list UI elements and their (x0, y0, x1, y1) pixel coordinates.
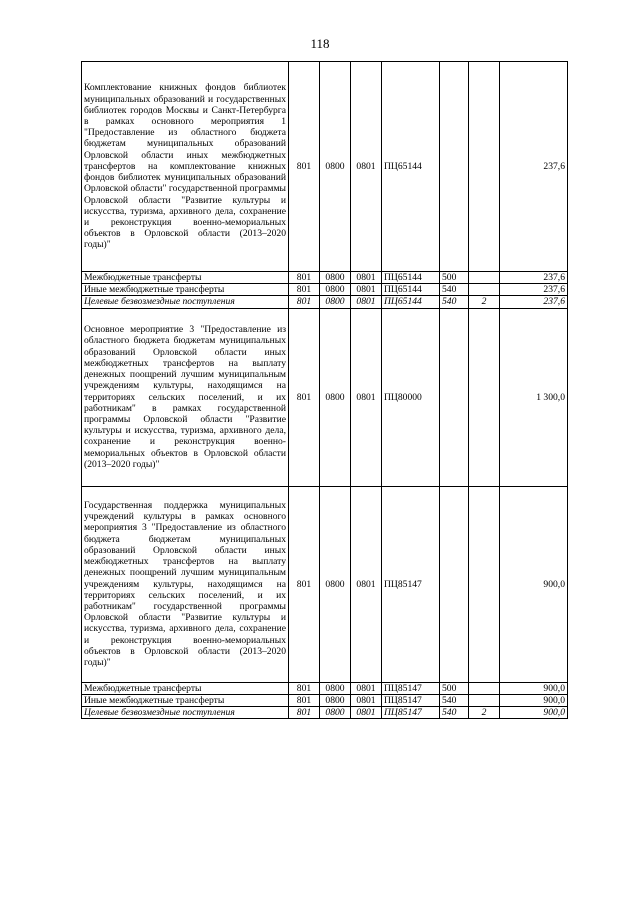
row-name: Иные межбюджетные трансферты (82, 284, 289, 296)
source-cell (469, 694, 500, 706)
amount-cell: 237,6 (500, 62, 568, 272)
target-cell: ПЦ85147 (382, 694, 440, 706)
section-cell: 0800 (320, 682, 351, 694)
amount-cell: 237,6 (500, 284, 568, 296)
section-cell: 0800 (320, 694, 351, 706)
table-row (82, 284, 568, 296)
subsection-cell: 0801 (351, 296, 382, 308)
row-name: Межбюджетные трансферты (82, 682, 289, 694)
amount-cell: 900,0 (500, 707, 568, 719)
section-cell: 0800 (320, 62, 351, 272)
grbs-cell: 801 (289, 296, 320, 308)
section-cell: 0800 (320, 284, 351, 296)
grbs-cell: 801 (289, 272, 320, 284)
subsection-cell: 0801 (351, 284, 382, 296)
vr-cell: 540 (440, 694, 469, 706)
source-cell: 2 (469, 296, 500, 308)
vr-cell (440, 308, 469, 486)
source-cell (469, 486, 500, 682)
table-row (82, 62, 568, 272)
source-cell (469, 682, 500, 694)
section-cell: 0800 (320, 272, 351, 284)
subsection-cell: 0801 (351, 308, 382, 486)
source-cell (469, 272, 500, 284)
subsection-cell: 0801 (351, 272, 382, 284)
table-row (82, 486, 568, 682)
subsection-cell: 0801 (351, 62, 382, 272)
table-row (82, 707, 568, 719)
section-cell: 0800 (320, 707, 351, 719)
target-cell: ПЦ65144 (382, 284, 440, 296)
grbs-cell: 801 (289, 694, 320, 706)
source-cell: 2 (469, 707, 500, 719)
amount-cell: 1 300,0 (500, 308, 568, 486)
section-cell: 0800 (320, 308, 351, 486)
source-cell (469, 62, 500, 272)
amount-cell: 900,0 (500, 694, 568, 706)
row-name: Комплектование книжных фондов библиотек муниципальных образований и государственных библиотек городов Москвы и Санкт-Петербурга в рамках основного мероприятия 1 "Предоставление из областного бюджета бюджетам муниципальных образований Орловской области иных межбюджетных трансфертов на комплектование книжных фондов библиотек муниципальных образований Орловской области" государственной программы Орловской области "Развитие культуры и искусства, туризма, архивного дела, сохранение и реконструкция военно-мемориальных объектов в Орловской области (2013–2020 годы)" (82, 62, 289, 272)
amount-cell: 237,6 (500, 296, 568, 308)
section-cell: 0800 (320, 486, 351, 682)
table-row (82, 308, 568, 486)
subsection-cell: 0801 (351, 694, 382, 706)
grbs-cell: 801 (289, 486, 320, 682)
row-name: Основное мероприятие 3 "Предоставление из областного бюджета бюджетам муниципальных образований Орловской области иных межбюджетных трансфертов на выплату денежных поощрений лучшим муниципальным учреждениям культуры, находящимся на территориях сельских поселений, и их работникам" в рамках государственной программы Орловской области "Развитие культуры и искусства, туризма, архивного дела, сохранение и реконструкция военно-мемориальных объектов в Орловской области (2013–2020 годы)" (82, 308, 289, 486)
table-row (82, 272, 568, 284)
table-row (82, 682, 568, 694)
vr-cell: 540 (440, 707, 469, 719)
target-cell: ПЦ80000 (382, 308, 440, 486)
amount-cell: 900,0 (500, 486, 568, 682)
amount-cell: 237,6 (500, 272, 568, 284)
target-cell: ПЦ85147 (382, 486, 440, 682)
vr-cell: 500 (440, 682, 469, 694)
row-name: Иные межбюджетные трансферты (82, 694, 289, 706)
table-row (82, 694, 568, 706)
target-cell: ПЦ85147 (382, 707, 440, 719)
source-cell (469, 308, 500, 486)
source-cell (469, 284, 500, 296)
vr-cell (440, 486, 469, 682)
row-name: Межбюджетные трансферты (82, 272, 289, 284)
target-cell: ПЦ85147 (382, 682, 440, 694)
subsection-cell: 0801 (351, 486, 382, 682)
vr-cell: 540 (440, 296, 469, 308)
grbs-cell: 801 (289, 62, 320, 272)
row-name: Государственная поддержка муниципальных учреждений культуры в рамках основного мероприятия 3 "Предоставление из областного бюджета бюджетам муниципальных образований Орловской области иных межбюджетных трансфертов на выплату денежных поощрений лучшим муниципальным учреждениям культуры, находящимся на территориях сельских поселений, и их работникам" государственной программы Орловской области "Развитие культуры и искусства, туризма, архивного дела, сохранение и реконструкция военно-мемориальных объектов в Орловской области (2013–2020 годы)" (82, 486, 289, 682)
target-cell: ПЦ65144 (382, 296, 440, 308)
row-name: Целевые безвозмездные поступления (82, 296, 289, 308)
vr-cell: 500 (440, 272, 469, 284)
subsection-cell: 0801 (351, 682, 382, 694)
page-number: 118 (310, 36, 330, 51)
row-name: Целевые безвозмездные поступления (82, 707, 289, 719)
vr-cell (440, 62, 469, 272)
grbs-cell: 801 (289, 284, 320, 296)
target-cell: ПЦ65144 (382, 272, 440, 284)
amount-cell: 900,0 (500, 682, 568, 694)
table-row (82, 296, 568, 308)
vr-cell: 540 (440, 284, 469, 296)
subsection-cell: 0801 (351, 707, 382, 719)
section-cell: 0800 (320, 296, 351, 308)
target-cell: ПЦ65144 (382, 62, 440, 272)
grbs-cell: 801 (289, 308, 320, 486)
grbs-cell: 801 (289, 707, 320, 719)
budget-table (81, 61, 568, 719)
grbs-cell: 801 (289, 682, 320, 694)
